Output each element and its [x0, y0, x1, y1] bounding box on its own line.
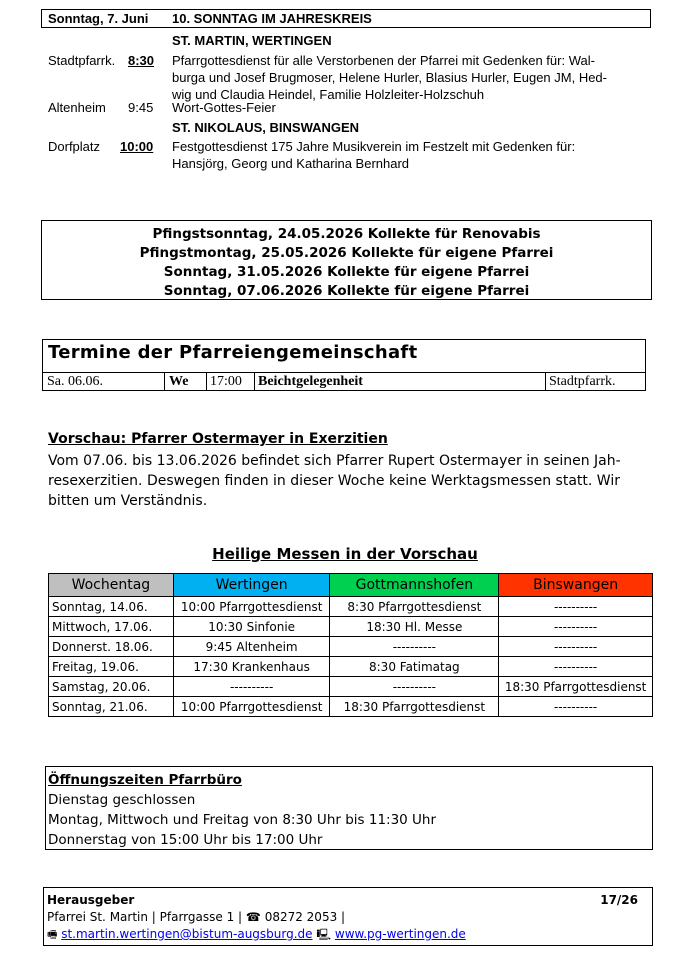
kollekte-line: Sonntag, 07.06.2026 Kollekte für eigene Pfarrei [163, 283, 530, 299]
fax-icon: 🖷 [47, 928, 58, 941]
footer-contact-line [47, 926, 652, 943]
header-gottmannshofen: Gottmannshofen [330, 574, 499, 597]
messen-row [49, 617, 653, 637]
footer-address-line: Pfarrei St. Martin | Pfarrgasse 1 | ☎ 08272 2053 | [47, 910, 346, 924]
messen-cell: 17:30 Krankenhaus [173, 657, 330, 677]
termine-event: Beichtgelegenheit [258, 374, 363, 389]
messen-cell: ---------- [499, 657, 653, 677]
footer-label: Herausgeber [47, 893, 135, 907]
kollekte-line: Pfingstsonntag, 24.05.2026 Kollekte für Renovabis [152, 226, 541, 242]
oeffnungszeiten-line: Dienstag geschlossen [48, 792, 196, 808]
header-wertingen: Wertingen [173, 574, 330, 597]
entry-time: 8:30 [128, 53, 155, 68]
page-number: 17/26 [600, 893, 638, 907]
entry-text: Wort-Gottes-Feier [172, 100, 276, 115]
messen-title: Heilige Messen in der Vorschau [212, 545, 478, 563]
messen-cell: 18:30 Pfarrgottesdienst [499, 677, 653, 697]
messen-cell: 18:30 Pfarrgottesdienst [330, 697, 499, 717]
entry-text: Pfarrgottesdienst für alle Verstorbenen der Pfarrei mit Gedenken für: Wal- burga und Josef Brugmoser, Helene Hurler, Blasius Hurler, Eugen JM, Hed- wig und Claudia Heindel, Familie Holzleiter-Holzschuh [172, 53, 607, 102]
messen-day-cell: Samstag, 20.06. [49, 677, 174, 697]
entry-place: Dorfplatz [48, 139, 101, 154]
messen-cell: 8:30 Pfarrgottesdienst [330, 597, 499, 617]
messen-row [49, 637, 653, 657]
messen-day-cell: Mittwoch, 17.06. [49, 617, 174, 637]
church-heading-nikolaus: ST. NIKOLAUS, BINSWANGEN [172, 120, 360, 135]
messen-cell: ---------- [499, 617, 653, 637]
termine-time: 17:00 [210, 374, 242, 389]
header-wochentag: Wochentag [49, 574, 174, 597]
termine-place-code: We [169, 374, 189, 389]
entry-place: Stadtpfarrk. [48, 53, 116, 68]
messen-header-row [49, 574, 653, 597]
vorschau-text: Vom 07.06. bis 13.06.2026 befindet sich Pfarrer Rupert Ostermayer in seinen Jah- resexerzitien. Deswegen finden in dieser Woche keine Werktagsmessen statt. Wir bitten um Verständnis. [48, 453, 621, 509]
messen-cell: 9:45 Altenheim [173, 637, 330, 657]
entry-text: Festgottesdienst 175 Jahre Musikverein im Festzelt mit Gedenken für: Hansjörg, Georg und Katharina Bernhard [172, 139, 576, 171]
messen-cell: ---------- [173, 677, 330, 697]
email-link[interactable]: st.martin.wertingen@bistum-augsburg.de [61, 927, 313, 941]
termine-box [42, 339, 646, 391]
messen-cell: ---------- [499, 597, 653, 617]
messen-cell: 8:30 Fatimatag [330, 657, 499, 677]
messen-cell: 10:30 Sinfonie [173, 617, 330, 637]
messen-cell: 18:30 Hl. Messe [330, 617, 499, 637]
oeffnungszeiten-line: Donnerstag von 15:00 Uhr bis 17:00 Uhr [48, 832, 323, 848]
church-heading-martin: ST. MARTIN, WERTINGEN [172, 33, 332, 48]
kollekte-line: Pfingstmontag, 25.05.2026 Kollekte für eigene Pfarrei [139, 245, 554, 261]
termine-row [43, 372, 645, 391]
messen-cell: 10:00 Pfarrgottesdienst [173, 697, 330, 717]
messen-row [49, 677, 653, 697]
termine-date: Sa. 06.06. [47, 374, 103, 389]
messen-day-cell: Sonntag, 14.06. [49, 597, 174, 617]
messen-row [49, 697, 653, 717]
oeffnungszeiten-box [45, 766, 653, 850]
telephone-icon: ☎ [245, 910, 261, 924]
termine-location: Stadtpfarrk. [549, 374, 616, 389]
footer-box [43, 887, 653, 946]
messen-cell: 10:00 Pfarrgottesdienst [173, 597, 330, 617]
termine-title: Termine der Pfarreiengemeinschaft [48, 342, 418, 363]
messen-day-cell: Donnerst. 18.06. [49, 637, 174, 657]
oeffnungszeiten-title: Öffnungszeiten Pfarrbüro [48, 772, 242, 788]
messen-cell: ---------- [330, 637, 499, 657]
messen-table [48, 573, 653, 717]
messen-row [49, 597, 653, 617]
computer-icon: 🖳 [316, 928, 332, 941]
kollekte-box [41, 220, 652, 300]
sunday-date: Sonntag, 7. Juni [48, 11, 149, 26]
header-binswangen: Binswangen [499, 574, 653, 597]
messen-cell: ---------- [330, 677, 499, 697]
entry-time: 10:00 [120, 139, 154, 154]
sunday-title: 10. SONNTAG IM JAHRESKREIS [172, 11, 372, 26]
entry-place: Altenheim [48, 100, 106, 115]
messen-day-cell: Sonntag, 21.06. [49, 697, 174, 717]
kollekte-line: Sonntag, 31.05.2026 Kollekte für eigene Pfarrei [163, 264, 530, 280]
oeffnungszeiten-line: Montag, Mittwoch und Freitag von 8:30 Uhr bis 11:30 Uhr [48, 812, 437, 828]
messen-cell: ---------- [499, 637, 653, 657]
messen-day-cell: Freitag, 19.06. [49, 657, 174, 677]
messen-cell: ---------- [499, 697, 653, 717]
messen-row [49, 657, 653, 677]
entry-time: 9:45 [128, 100, 154, 115]
web-link[interactable]: www.pg-wertingen.de [334, 927, 466, 941]
vorschau-title: Vorschau: Pfarrer Ostermayer in Exerzitien [48, 431, 388, 447]
